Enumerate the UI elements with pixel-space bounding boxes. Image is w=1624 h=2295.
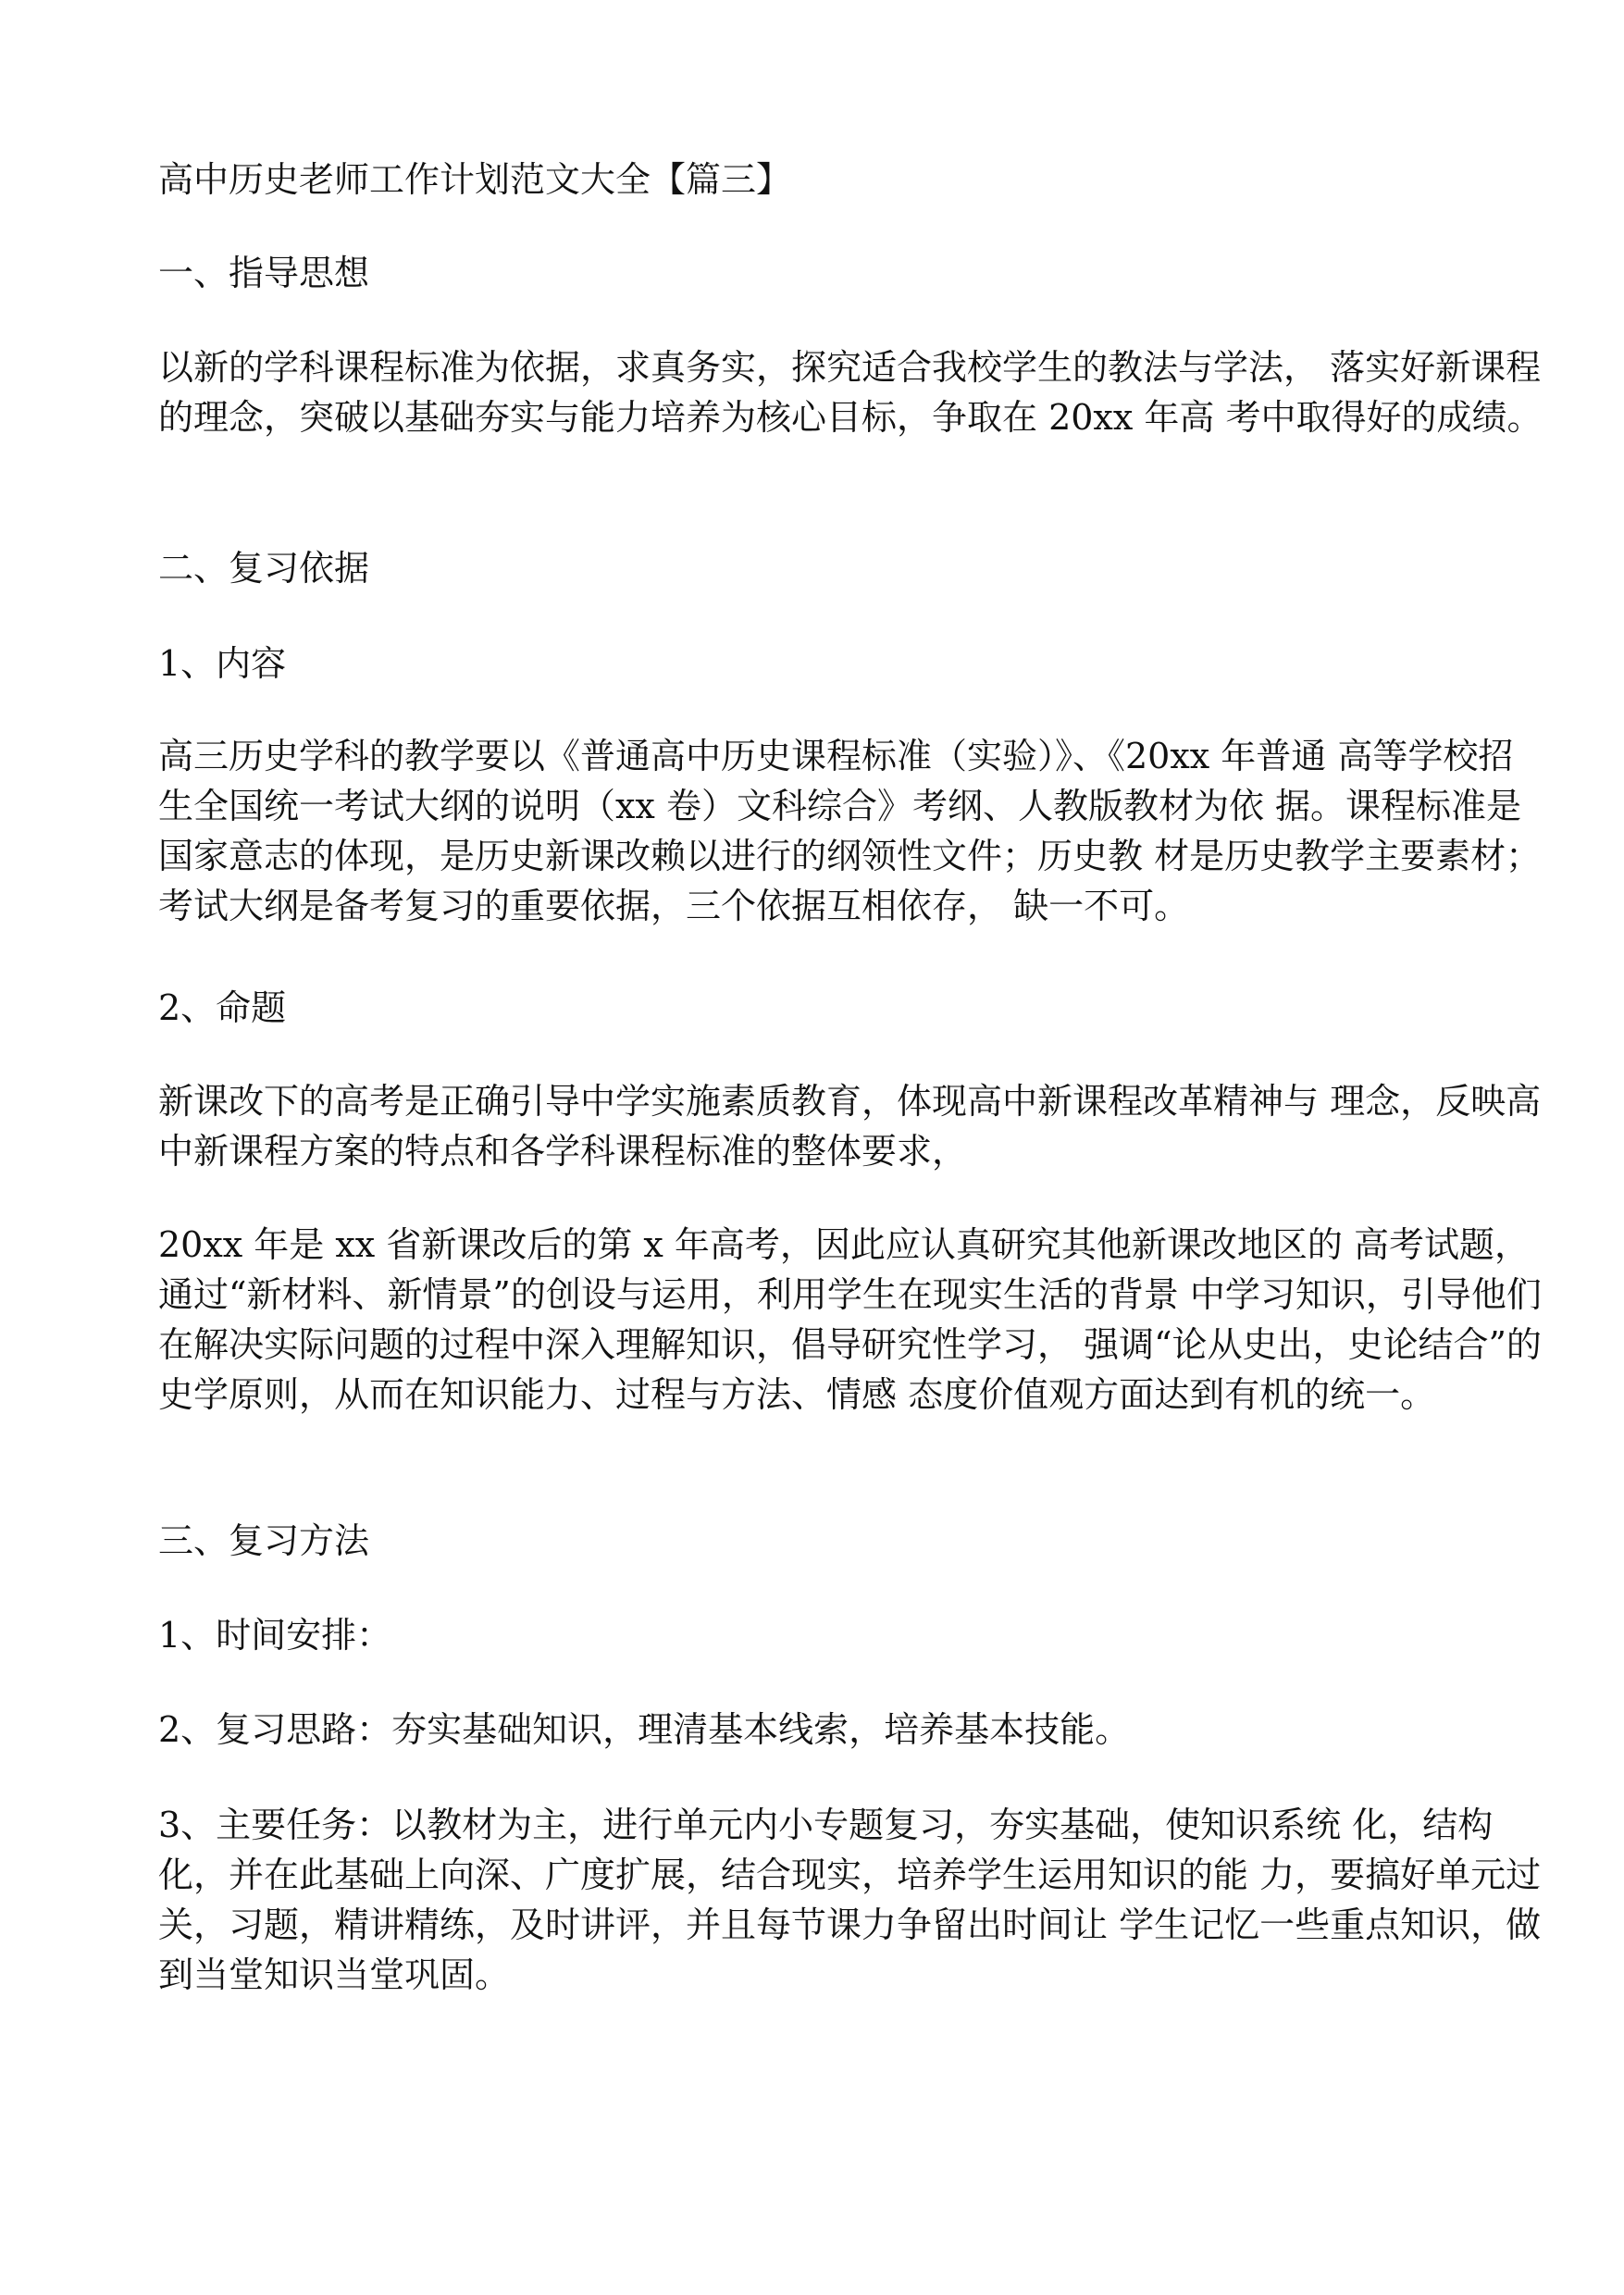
list-item-time-arrangement: 1、时间安排： — [158, 1615, 392, 1656]
list-item-review-approach: 2、复习思路：夯实基础知识，理清基本线索，培养基本技能。 — [158, 1709, 1131, 1750]
section-heading-guiding-thought: 一、指导思想 — [158, 253, 370, 293]
paragraph-proposition-1: 新课改下的高考是正确引导中学实施素质教育，体现高中新课程改革精神与 理念，反映高中新课程方案的特点和各学科课程标准的整体要求， — [158, 1081, 1542, 1172]
section-heading-review-basis: 二、复习依据 — [158, 548, 370, 589]
paragraph-guiding-thought: 以新的学科课程标准为依据，求真务实，探究适合我校学生的教法与学法， 落实好新课程的理念，突破以基础夯实与能力培养为核心目标，争取在 20xx 年高 考中取得好的成绩。 — [158, 347, 1543, 438]
document-title: 高中历史老师工作计划范文大全【篇三】 — [158, 159, 792, 200]
paragraph-content: 高三历史学科的教学要以《普通高中历史课程标准（实验）》、《20xx 年普通 高等学校招生全国统一考试大纲的说明（xx 卷）文科综合》考纲、人教版教材为依 据。课程标准是国家意志的体现，是历史新课改赖以进行的纲领性文件；历史教 材是历史教学主要素材；考试大纲是备考复习的重要依据，三个依据互相依存， 缺一不可。 — [158, 736, 1542, 926]
subsection-heading-content: 1、内容 — [158, 643, 287, 684]
section-heading-review-method: 三、复习方法 — [158, 1520, 370, 1561]
paragraph-proposition-2: 20xx 年是 xx 省新课改后的第 x 年高考，因此应认真研究其他新课改地区的 高考试题，通过“新材料、新情景”的创设与运用，利用学生在现实生活的背景 中学习知识，引导他们在解决实际问题的过程中深入理解知识，倡导研究性学习， 强调“论从史出，史论结合”的史学原则，从而在知识能力、过程与方法、情感 态度价值观方面达到有机的统一。 — [158, 1224, 1542, 1415]
list-item-main-tasks: 3、主要任务：以教材为主，进行单元内小专题复习，夯实基础，使知识系统 化，结构化，并在此基础上向深、广度扩展，结合现实，培养学生运用知识的能 力，要搞好单元过关，习题，精讲精练，及时讲评，并且每节课力争留出时间让 学生记忆一些重点知识，做到当堂知识当堂巩固。 — [158, 1805, 1542, 1995]
subsection-heading-proposition: 2、命题 — [158, 987, 287, 1028]
